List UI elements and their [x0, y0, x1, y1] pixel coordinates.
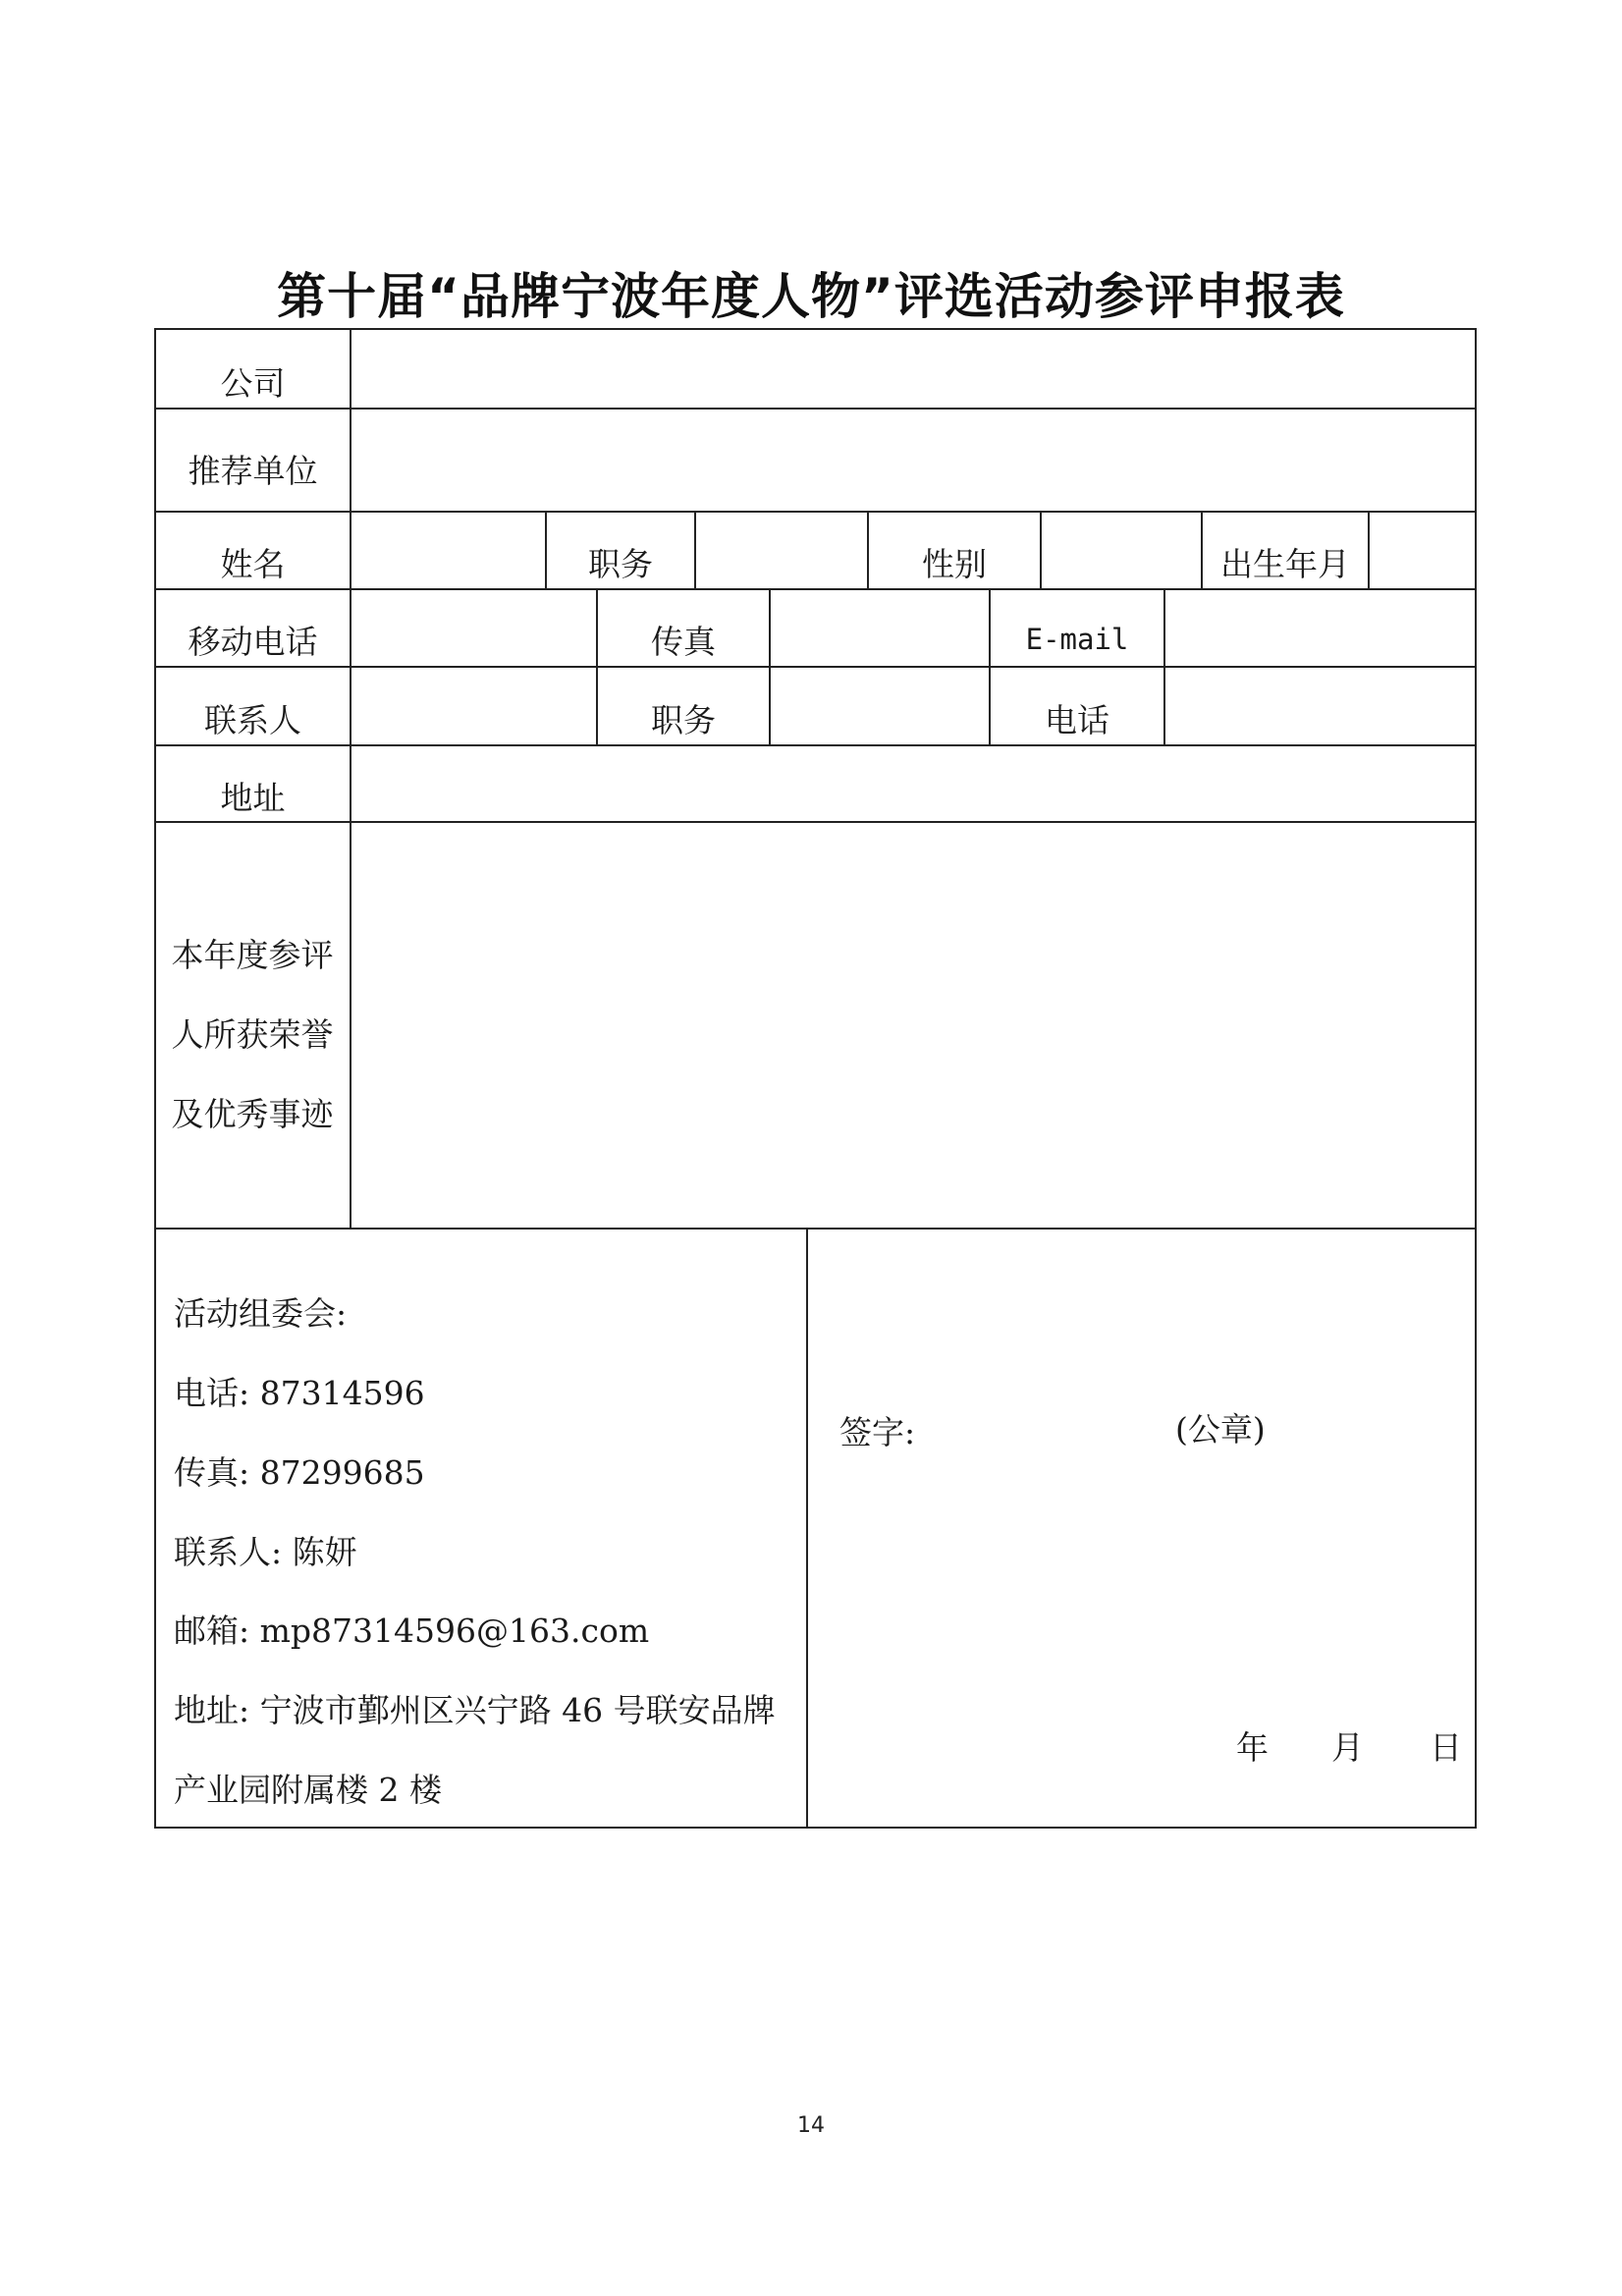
organizer-heading: 活动组委会:: [174, 1294, 348, 1333]
contact-field[interactable]: [351, 668, 596, 744]
day-label: 日: [1430, 1728, 1462, 1767]
mobile-label: 移动电话: [188, 623, 318, 661]
page-title: 第十届“品牌宁波年度人物”评选活动参评申报表: [277, 268, 1345, 325]
column-divider: [806, 1228, 808, 1827]
phone-field[interactable]: [1165, 668, 1475, 744]
position-label: 职务: [588, 545, 653, 583]
email-label: E-mail: [1025, 623, 1129, 656]
gender-label: 性别: [922, 545, 987, 583]
organizer-address-line2: 产业园附属楼 2 楼: [174, 1771, 442, 1809]
position-field[interactable]: [696, 513, 867, 588]
sign-label: 签字:: [839, 1413, 916, 1451]
company-field[interactable]: [351, 330, 1475, 408]
recommender-label: 推荐单位: [188, 452, 318, 490]
contact-position-label: 职务: [651, 701, 716, 739]
phone-label: 电话: [1045, 701, 1109, 739]
contact-position-field[interactable]: [771, 668, 989, 744]
company-label: 公司: [220, 364, 286, 403]
honors-field[interactable]: [351, 823, 1475, 1228]
organizer-fax: 传真: 87299685: [174, 1453, 425, 1492]
recommender-field[interactable]: [351, 410, 1475, 511]
address-label: 地址: [220, 779, 286, 817]
seal-label: (公章): [1175, 1410, 1266, 1449]
organizer-email: 邮箱: mp87314596@163.com: [174, 1612, 650, 1650]
organizer-address-line1: 地址: 宁波市鄞州区兴宁路 46 号联安品牌: [174, 1691, 776, 1729]
honors-label-line: 及优秀事迹: [171, 1095, 334, 1133]
organizer-phone: 电话: 87314596: [174, 1374, 425, 1412]
contact-label: 联系人: [204, 701, 301, 739]
birth-label: 出生年月: [1220, 545, 1350, 583]
year-label: 年: [1236, 1728, 1269, 1767]
gender-field[interactable]: [1042, 513, 1201, 588]
month-label: 月: [1331, 1728, 1364, 1767]
page-number: 14: [797, 2113, 825, 2138]
application-form: [154, 328, 1477, 1829]
name-field[interactable]: [351, 513, 545, 588]
birth-field[interactable]: [1370, 513, 1475, 588]
fax-field[interactable]: [771, 590, 989, 666]
address-field[interactable]: [351, 746, 1475, 821]
name-label: 姓名: [220, 545, 286, 583]
honors-label: [156, 915, 349, 1154]
honors-label-line: 本年度参评: [171, 936, 334, 974]
organizer-contact: 联系人: 陈妍: [174, 1533, 357, 1571]
fax-label: 传真: [651, 623, 716, 661]
email-field[interactable]: [1165, 590, 1475, 666]
honors-label-line: 人所获荣誉: [171, 1015, 334, 1054]
mobile-field[interactable]: [351, 590, 596, 666]
row-divider: [156, 1228, 1475, 1230]
